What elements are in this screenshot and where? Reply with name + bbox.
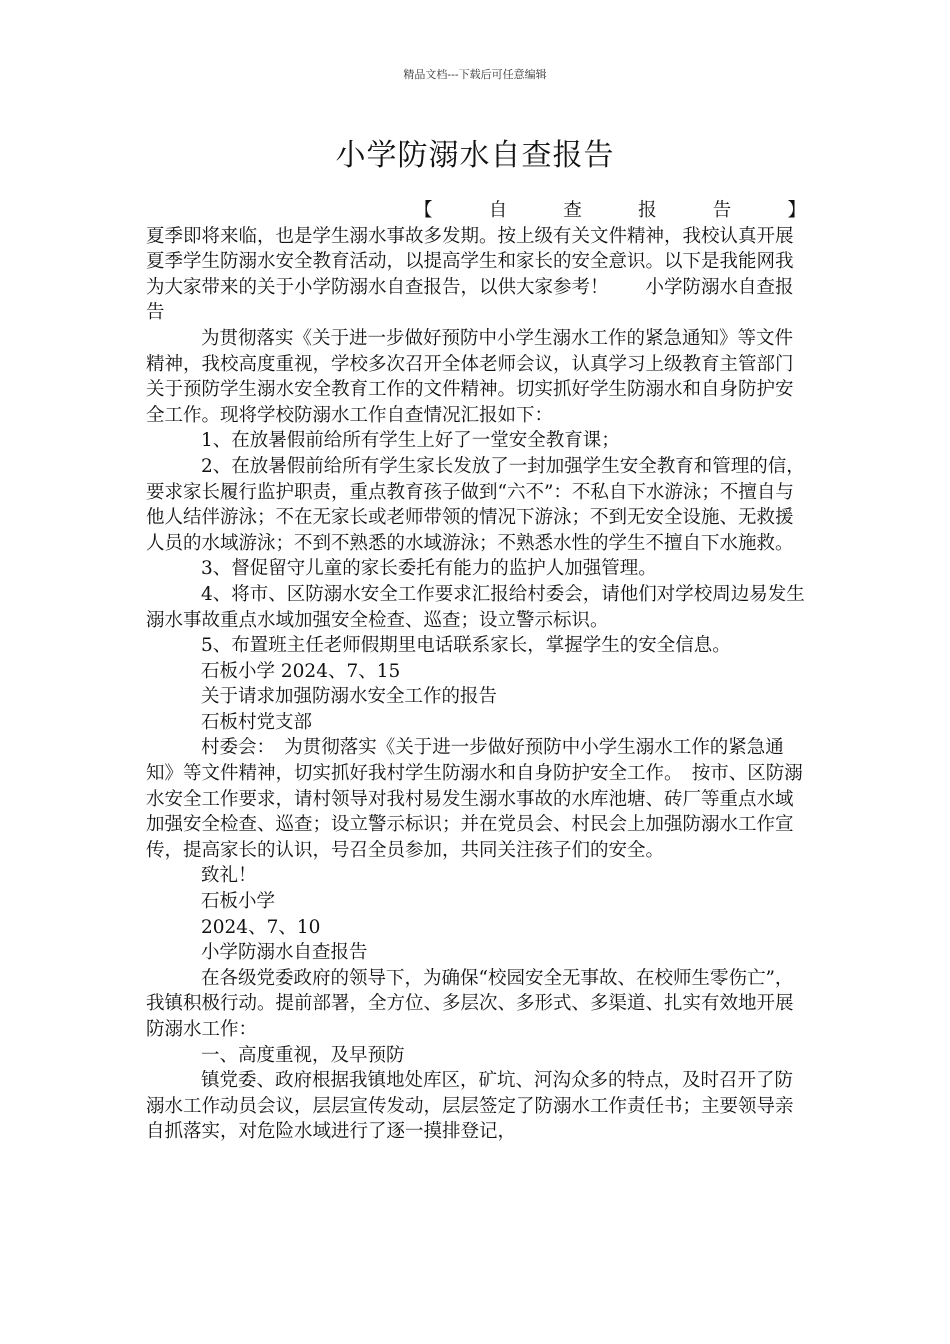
paragraph: 夏季即将来临，也是学生溺水事故多发期。按上级有关文件精神，我校认真开展夏季学生防溺水安全教育活动，以提高学生和家长的安全意识。以下是我能网我为大家带来的关于小学防溺水自查报告，以供大家参考！ 小学防溺水自查报告 — [146, 225, 794, 324]
subhead-char: 】 — [787, 200, 806, 221]
paragraph: 石板小学 — [201, 891, 276, 913]
document-title: 小学防溺水自查报告 — [335, 138, 615, 173]
subhead-char: 报 — [638, 200, 657, 221]
paragraph: 4、将市、区防溺水安全工作要求汇报给村委会，请他们对学校周边易发生溺水事故重点水域加强安全检查、巡查；设立警示标识。 — [146, 583, 805, 631]
subhead-char: 查 — [563, 200, 582, 221]
subhead-char: 自 — [488, 200, 508, 221]
paragraph: 小学防溺水自查报告 — [201, 942, 368, 964]
paragraph: 在各级党委政府的领导下，为确保“校园安全无事故、在校师生零伤亡”，我镇积极行动。提前部署，全方位、多层次、多形式、多渠道、扎实有效地开展防溺水工作： — [146, 967, 794, 1040]
paragraph: 镇党委、政府根据我镇地处库区，矿坑、河沟众多的特点，及时召开了防溺水工作动员会议，层层宣传发动，层层签定了防溺水工作责任书；主要领导亲自抓落实，对危险水域进行了逐一摸排登记， — [146, 1070, 794, 1143]
section-subhead — [146, 198, 810, 224]
subhead-char: 告 — [712, 200, 732, 221]
paragraph: 2024、7、10 — [201, 916, 321, 938]
header-note: 精品文档---下载后可任意编辑 — [403, 68, 547, 81]
paragraph: 3、督促留守儿童的家长委托有能力的监护人加强管理。 — [201, 558, 657, 580]
paragraph: 关于请求加强防溺水安全工作的报告 — [201, 686, 498, 708]
paragraph: 1、在放暑假前给所有学生上好了一堂安全教育课； — [201, 430, 620, 452]
document-body — [146, 198, 810, 1145]
subhead-char: 【 — [414, 200, 433, 221]
paragraph: 石板小学 2024、7、15 — [201, 660, 401, 682]
paragraph: 为贯彻落实《关于进一步做好预防中小学生溺水工作的紧急通知》等文件精神，我校高度重视，学校多次召开全体老师会议，认真学习上级教育主管部门关于预防学生溺水安全教育工作的文件精神。切实抓好学生防溺水和自身防护安全工作。现将学校防溺水工作自查情况汇报如下： — [146, 327, 794, 426]
paragraph: 一、高度重视，及早预防 — [201, 1044, 405, 1066]
paragraph: 5、布置班主任老师假期里电话联系家长，掌握学生的安全信息。 — [201, 635, 731, 657]
paragraph: 2、在放暑假前给所有学生家长发放了一封加强学生安全教育和管理的信，要求家长履行监护职责，重点教育孩子做到“六不”：不私自下水游泳；不擅自与他人结伴游泳；不在无家长或老师带领的情况下游泳；不到无安全设施、无救援人员的水域游泳；不到不熟悉的水域游泳；不熟悉水性的学生不擅自下水施救。 — [146, 455, 805, 554]
paragraph: 石板村党支部 — [201, 711, 313, 733]
paragraph: 村委会： 为贯彻落实《关于进一步做好预防中小学生溺水工作的紧急通知》等文件精神，切实抓好我村学生防溺水和自身防护安全工作。 按市、区防溺水安全工作要求，请村领导对我村易发生溺水事故的水库池塘、砖厂等重点水域加强安全检查、巡查；设立警示标识；并在党员会、村民会上加强防溺水工作宣传，提高家长的认识，号召全员参加，共同关注孩子们的安全。 — [146, 737, 803, 861]
paragraph: 致礼！ — [201, 865, 257, 887]
